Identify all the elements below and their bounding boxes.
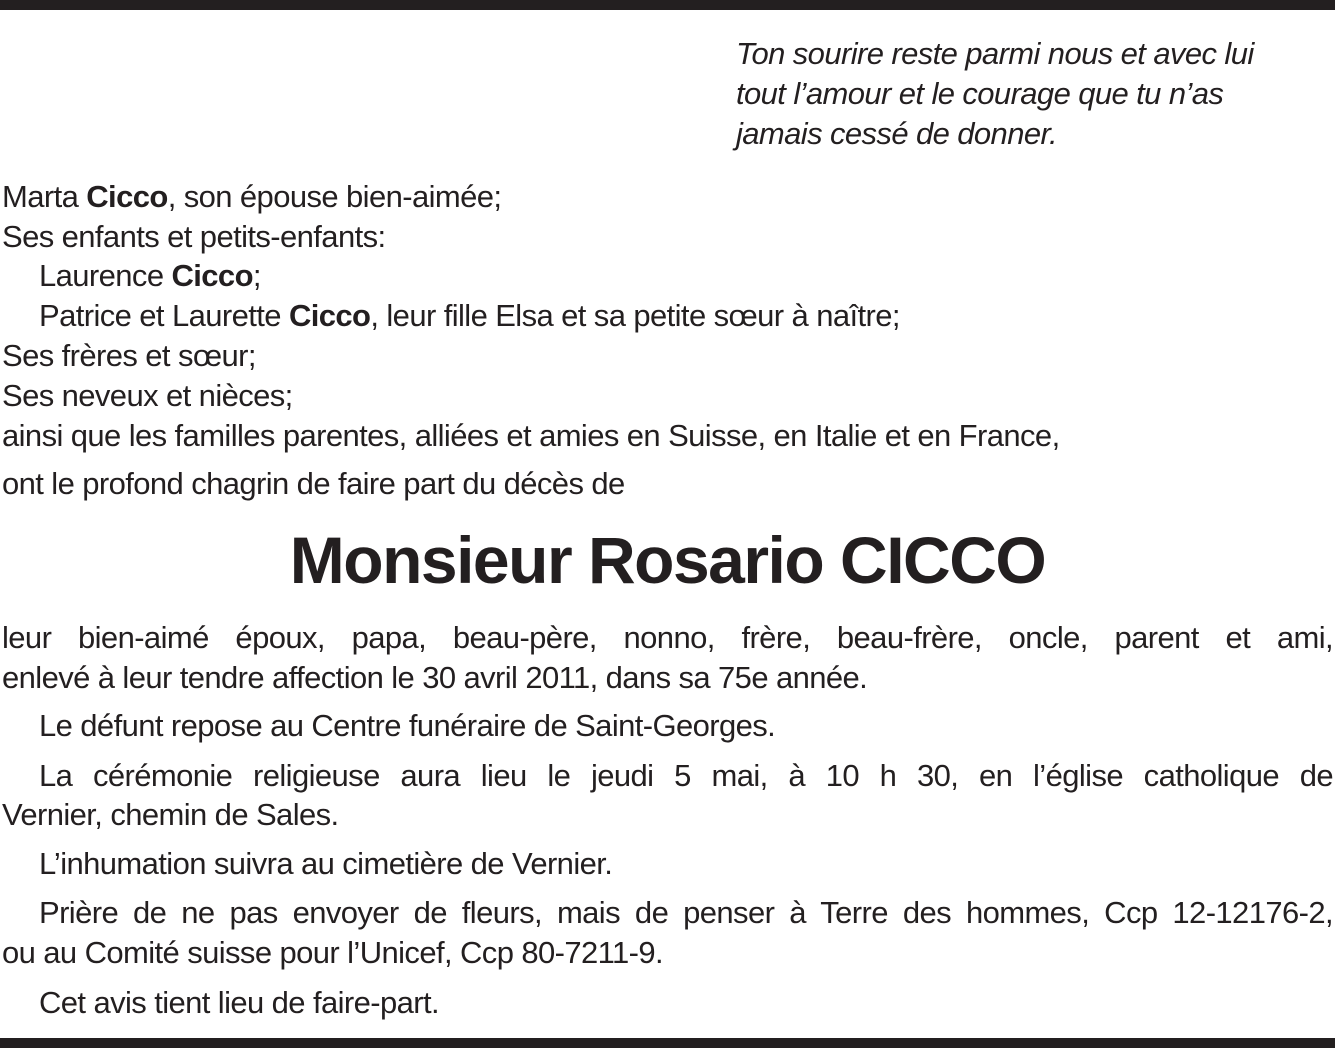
body-line: L’inhumation suivra au cimetière de Vernier. — [39, 846, 613, 881]
surname: Cicco — [171, 258, 253, 293]
deceased-name: Monsieur Rosario CICCO — [289, 523, 1046, 597]
family-line-nephews: Ses neveux et nièces; — [2, 378, 293, 413]
announcement-intro: ont le profond chagrin de faire part du décès de — [2, 466, 625, 501]
text-span: Laurence — [39, 258, 172, 293]
epigraph-line: tout l’amour et le courage que tu n’as — [736, 76, 1224, 111]
body-line: ou au Comité suisse pour l’Unicef, Ccp 80-7211-9. — [2, 935, 663, 970]
body-line: Vernier, chemin de Sales. — [2, 797, 339, 832]
epigraph — [736, 34, 1326, 154]
family-line-child — [39, 296, 900, 336]
body-line: enlevé à leur tendre affection le 30 avril 2011, dans sa 75e année. — [2, 660, 868, 695]
surname: Cicco — [86, 179, 168, 214]
epigraph-line: jamais cessé de donner. — [736, 116, 1058, 151]
bottom-rule — [0, 1038, 1335, 1048]
text-span: , son épouse bien-aimée; — [167, 179, 502, 214]
body-line: Cet avis tient lieu de faire-part. — [39, 985, 440, 1020]
text-span: , leur fille Elsa et sa petite sœur à naître; — [370, 298, 900, 333]
text-span: Marta — [2, 179, 87, 214]
body-line: Prière de ne pas envoyer de fleurs, mais de penser à Terre des hommes, Ccp 12-12176-2, — [39, 895, 1333, 930]
text-span: ; — [252, 258, 261, 293]
epigraph-line: Ton sourire reste parmi nous et avec lui — [736, 36, 1254, 71]
body-line: La cérémonie religieuse aura lieu le jeudi 5 mai, à 10 h 30, en l’église catholique de — [39, 758, 1333, 793]
surname: Cicco — [288, 298, 371, 333]
text-span: Patrice et Laurette — [39, 298, 289, 333]
family-line-relatives: ainsi que les familles parentes, alliées et amies en Suisse, en Italie et en France, — [2, 418, 1060, 453]
body-line: leur bien-aimé époux, papa, beau-père, nonno, frère, beau-frère, oncle, parent et ami, — [2, 620, 1333, 655]
family-line-siblings: Ses frères et sœur; — [2, 338, 256, 373]
family-line-child — [39, 256, 261, 296]
family-line-spouse — [2, 177, 501, 217]
top-rule — [0, 0, 1335, 10]
body-line: Le défunt repose au Centre funéraire de Saint-Georges. — [39, 708, 776, 743]
family-line-children-heading: Ses enfants et petits-enfants: — [2, 219, 386, 254]
